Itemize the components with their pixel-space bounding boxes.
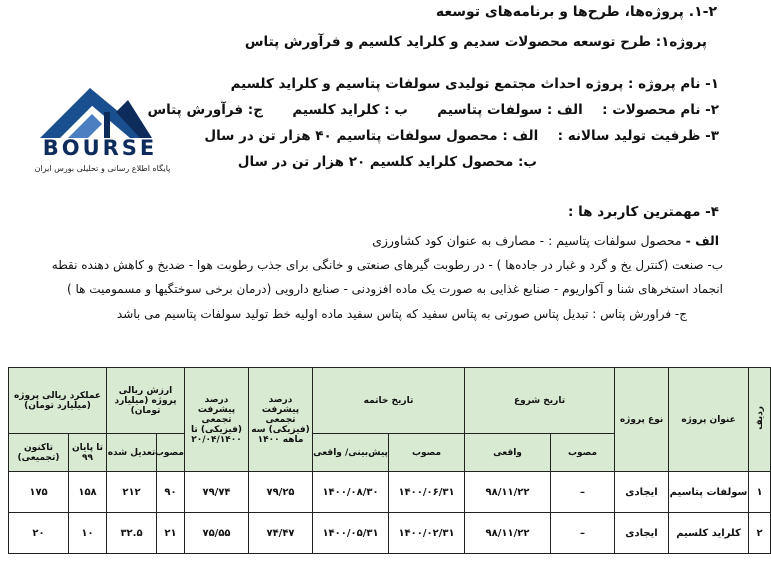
item-project-name: ۱- نام پروژه : پروژه احداث مجتمع تولیدی سولفات پتاسیم و کلراید کلسیم: [230, 76, 719, 92]
section-heading: ۱-۲. پروژه‌ها، طرح‌ها و برنامه‌های توسعه: [435, 4, 717, 20]
cell-start-approved: –: [551, 513, 615, 554]
uses-a-text: محصول سولفات پتاسیم : - مصارف به عنوان کود کشاورزی: [372, 233, 682, 248]
capacity-label: ۳- ظرفیت تولید سالانه :: [557, 128, 719, 144]
cell-title: سولفات پتاسیم: [669, 472, 749, 513]
table-header-row: [9, 368, 771, 434]
bourse-logo: [30, 82, 180, 180]
products-label: ۲- نام محصولات :: [602, 102, 719, 118]
uses-b-line1: ب- صنعت (کنترل یخ و گرد و غبار در جاده‌ها ) - در رطوبت گیرهای صنعتی و خانگی برای جذب رطوبت هوا - ضدیخ و کاهش دهنده نقطه: [51, 258, 723, 272]
cell-perf-todate: ۱۷۵: [9, 472, 69, 513]
logo-word: BOURSE: [42, 136, 158, 160]
cell-type: ایجادی: [615, 513, 669, 554]
sub-start-actual: واقعی: [465, 434, 551, 472]
cell-prog-actual: ۷۴/۴۷: [249, 513, 313, 554]
cell-start-actual: ۹۸/۱۱/۲۲: [465, 513, 551, 554]
cell-end-forecast: ۱۴۰۰/۰۵/۳۱: [313, 513, 389, 554]
cell-perf-until99: ۱۰: [69, 513, 107, 554]
projects-table: [8, 367, 771, 554]
col-value: ارزش ریالی پروژه (میلیارد تومان): [107, 368, 185, 434]
sub-perf-until99: تا پایان ۹۹: [69, 434, 107, 472]
logo-mark-icon: [30, 82, 180, 142]
cell-start-actual: ۹۸/۱۱/۲۲: [465, 472, 551, 513]
uses-a: [372, 233, 719, 248]
cell-val-approved: ۹۰: [157, 472, 185, 513]
capacity-a: الف : محصول سولفات پتاسیم ۴۰ هزار تن در سال: [204, 128, 539, 144]
cell-perf-until99: ۱۵۸: [69, 472, 107, 513]
cell-end-forecast: ۱۴۰۰/۰۸/۳۰: [313, 472, 389, 513]
cell-type: ایجادی: [615, 472, 669, 513]
table-row: [9, 472, 771, 513]
cell-end-approved: ۱۴۰۰/۰۲/۳۱: [389, 513, 465, 554]
sub-value-adjusted: تعدیل شده: [107, 434, 157, 472]
uses-b-line2: انجماد استخرهای شنا و آکواریوم - صنایع غذایی به صورت یک ماده افزودنی - صنایع دارویی (درمان برخی سوختگیها و مسمومیت ها ): [66, 282, 723, 296]
cell-val-adjusted: ۲۱۲: [107, 472, 157, 513]
col-prog-planned: درصد پیشرفت تجمعی (فیزیکی) تا ۲۰/۰۴/۱۴۰۰: [185, 368, 249, 472]
sub-end-forecast: پیش‌بینی/ واقعی: [313, 434, 389, 472]
uses-heading: ۴- مهمترین کاربرد ها :: [567, 204, 719, 220]
cell-prog-planned: ۷۵/۵۵: [185, 513, 249, 554]
cell-row: ۲: [749, 513, 771, 554]
item-products: [147, 102, 719, 118]
col-prog-actual: درصد پیشرفت تجمعی (فیزیکی) سه ماهه ۱۴۰۰: [249, 368, 313, 472]
capacity-b: ب: محصول کلراید کلسیم ۲۰ هزار تن در سال: [237, 154, 537, 170]
cell-val-approved: ۲۱: [157, 513, 185, 554]
col-start: تاریخ شروع: [465, 368, 615, 434]
table-row: [9, 513, 771, 554]
cell-start-approved: –: [551, 472, 615, 513]
cell-row: ۱: [749, 472, 771, 513]
cell-prog-actual: ۷۹/۲۵: [249, 472, 313, 513]
cell-prog-planned: ۷۹/۷۴: [185, 472, 249, 513]
product-a: الف : سولفات پتاسیم: [437, 102, 583, 118]
sub-start-approved: مصوب: [551, 434, 615, 472]
col-perf: عملکرد ریالی پروژه (میلیارد تومان): [9, 368, 107, 434]
cell-perf-todate: ۲۰: [9, 513, 69, 554]
item-capacity: [204, 128, 719, 144]
project-title: پروژه۱: طرح توسعه محصولات سدیم و کلراید کلسیم و فرآورش پتاس: [244, 34, 707, 50]
col-title: عنوان پروژه: [669, 368, 749, 472]
uses-c: ج- فراورش پتاس : تبدیل پتاس صورتی به پتاس سفید که پتاس سفید ماده اولیه خط تولید سولفات پتاسیم می باشد: [116, 307, 687, 321]
uses-a-label: الف -: [685, 233, 719, 248]
col-end: تاریخ خاتمه: [313, 368, 465, 434]
col-type: نوع پروژه: [615, 368, 669, 472]
product-b: ب : کلراید کلسیم: [292, 102, 408, 118]
sub-end-approved: مصوب: [389, 434, 465, 472]
sub-value-approved: مصوب: [157, 434, 185, 472]
cell-title: کلراید کلسیم: [669, 513, 749, 554]
col-row: ردیف: [749, 368, 771, 472]
cell-end-approved: ۱۴۰۰/۰۶/۳۱: [389, 472, 465, 513]
cell-val-adjusted: ۳۲.۵: [107, 513, 157, 554]
logo-subtitle: پایگاه اطلاع رسانی و تحلیلی بورس ایران: [34, 164, 171, 173]
product-c: ج: فرآورش پتاس: [147, 102, 263, 118]
sub-perf-todate: تاکنون (تجمیعی): [9, 434, 69, 472]
